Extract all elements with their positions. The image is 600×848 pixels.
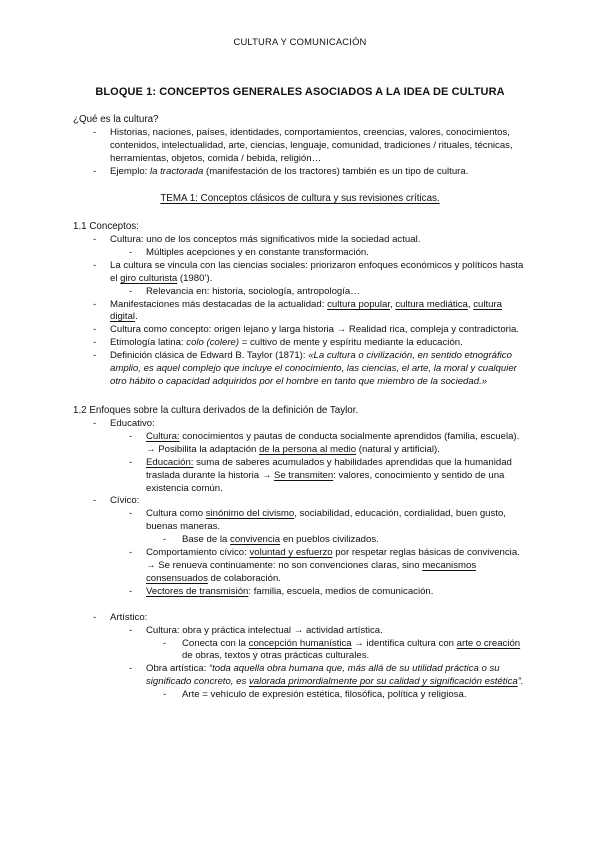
list-item: - Obra artística: “toda aquella obra humana que, más allá de su utilidad práctica o su significado concreto, es valorada primordialmente por su calidad y significación estética”. xyxy=(129,663,524,688)
list-item: - Manifestaciones más destacadas de la actualidad: cultura popular, cultura mediática, cultura digital. xyxy=(93,298,503,323)
list-item: - Etimología latina: colo (colere) = cultivo de mente y espíritu mediante la educación. xyxy=(93,337,463,349)
list-item: - Arte = vehículo de expresión estética, filosófica, política y religiosa. xyxy=(163,689,467,701)
list-item: - Artístico: xyxy=(93,611,148,623)
list-item: - Base de la convivencia en pueblos civilizados. xyxy=(163,534,379,546)
section-heading-1-2: 1.2 Enfoques sobre la cultura derivados de la definición de Taylor. xyxy=(73,405,359,416)
question-heading: ¿Qué es la cultura? xyxy=(73,114,159,125)
list-item: - Vectores de transmisión: familia, escuela, medios de comunicación. xyxy=(129,585,434,597)
list-item: - Cultura: obra y práctica intelectual → actividad artística. xyxy=(129,624,383,636)
list-item: - Cultura: uno de los conceptos más significativos mide la sociedad actual. xyxy=(93,234,421,245)
list-item: - Cultura como sinónimo del civismo, sociabilidad, educación, cordialidad, buen gusto, buenas maneras. xyxy=(129,508,506,533)
list-item: - Educativo: xyxy=(93,418,155,429)
list-item: - Cultura como concepto: origen lejano y larga historia → Realidad rica, compleja y contradictoria. xyxy=(93,324,520,336)
section-heading-1-1: 1.1 Conceptos: xyxy=(73,221,139,232)
question-list xyxy=(0,127,600,179)
list-item: - Comportamiento cívico: voluntad y esfuerzo por respetar reglas básicas de convivencia. → Se renueva continuamente: no son convenciones claras, sino mecanismos consensuados de colaboración. xyxy=(129,547,520,584)
list-item: - Múltiples acepciones y en constante transformación. xyxy=(129,246,369,258)
list-item: - Cívico: xyxy=(93,495,140,507)
list-item: - Educación: suma de saberes acumulados y habilidades aprendidas que la humanidad traslada durante la historia → Se transmiten: valores, conocimiento y sentido de una existencia común. xyxy=(129,456,512,494)
list-item: - Relevancia en: historia, sociología, antropología… xyxy=(129,285,360,297)
list-item: - Definición clásica de Edward B. Taylor (1871): «La cultura o civilización, en sentido etnográfico amplio, es aquel complejo que incluye el conocimiento, las ciencias, el arte, la moral y cualquier otro hábito o capacidad adquiridos por el hombre en tanto que miembro de la sociedad.» xyxy=(93,350,517,387)
block-title: BLOQUE 1: CONCEPTOS GENERALES ASOCIADOS A LA IDEA DE CULTURA xyxy=(95,86,505,98)
running-header: CULTURA Y COMUNICACIÓN xyxy=(233,36,367,47)
list-item: - Cultura: conocimientos y pautas de conducta socialmente aprendidos (familia, escuela). → Posibilita la adaptación de la persona al medio (natural y artificial). xyxy=(129,430,520,455)
list-item: - Conecta con la concepción humanística → identifica cultura con arte o creación de obras, textos y otras prácticas culturales. xyxy=(163,637,521,662)
list-item: - Historias, naciones, países, identidades, comportamientos, creencias, valores, conocimientos, contenidos, intelectualidad, arte, ciencias, lenguaje, comunidad, tradiciones / rituales, técnicas, herramientas, objetos, comida / bebida, religión… xyxy=(93,127,513,164)
tema-heading: TEMA 1: Conceptos clásicos de cultura y sus revisiones críticas. xyxy=(160,193,440,204)
list-item: - Ejemplo: la tractorada (manifestación de los tractores) también es un tipo de cultura. xyxy=(93,165,469,177)
section-1-2-list xyxy=(0,418,600,702)
section-1-1-list xyxy=(0,234,600,389)
list-item: - La cultura se vincula con las ciencias sociales: priorizaron enfoques económicos y políticos hasta el giro culturista (1980’). xyxy=(93,259,524,284)
